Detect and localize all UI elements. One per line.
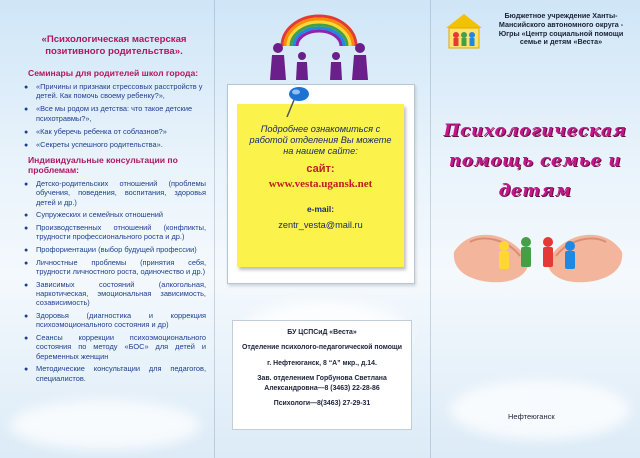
bullet-icon: ●	[24, 366, 29, 374]
email-link[interactable]: zentr_vesta@mail.ru	[278, 220, 363, 230]
bullet-icon: ●	[24, 260, 29, 268]
bullet-icon: ●	[24, 181, 29, 189]
bullet-icon: ●	[24, 128, 29, 136]
bullet-icon: ●	[24, 225, 29, 233]
workshop-title: «Психологическая мастерская позитивного родительства».	[41, 34, 187, 57]
bullet-icon: ●	[24, 282, 29, 290]
hands-with-figures-image	[450, 212, 626, 292]
contact-org: БУ ЦСПСиД «Веста»	[287, 329, 357, 336]
brochure-title: Психологическая помощь семье и детям	[443, 121, 627, 201]
list-item: ● Сеансы коррекции психоэмоционального состояния по методу «БОС» для детей и беременных женщин	[24, 333, 206, 361]
middle-panel	[214, 0, 430, 458]
seminars-heading: Семинары для родителей школ города:	[28, 68, 199, 78]
contact-address: г. Нефтеюганск, 8 “А” мкр., д.14.	[267, 359, 377, 367]
list-item: ● Личностные проблемы (принятия себя, трудности личностного роста, одиночество и др.)	[24, 258, 206, 277]
list-item: ● «Причины и признаки стрессовых расстройств у детей. Как помочь своему ребенку?»,	[24, 82, 203, 101]
bullet-icon: ●	[24, 247, 29, 255]
list-item: ● Производственных отношений (конфликты, трудности профессионального роста и др.)	[24, 223, 206, 242]
pushpin-icon	[284, 84, 314, 120]
bullet-icon: ●	[24, 212, 29, 220]
rainbow-family-icon	[264, 6, 374, 88]
site-label: сайт:	[306, 163, 335, 175]
topics-list	[22, 179, 206, 383]
list-item: ● Профориентации (выбор будущей профессии)	[24, 245, 197, 255]
site-intro-text: Подробнее ознакомиться с работой отделения Вы можете на нашем сайте:	[249, 124, 392, 156]
bullet-icon: ●	[24, 106, 29, 114]
bullet-icon: ●	[24, 142, 29, 150]
bullet-icon: ●	[24, 335, 29, 343]
right-panel	[430, 0, 640, 458]
contact-box	[232, 320, 412, 430]
bullet-icon: ●	[24, 84, 29, 91]
site-link[interactable]: www.vesta.ugansk.net	[268, 178, 373, 190]
list-item: ● Здоровья (диагностика и коррекция психоэмоционального состояния и др)	[24, 311, 206, 330]
org-name: Бюджетное учреждение Ханты-Мансийского автономного округа - Югры «Центр социальной помощи семье и детям «Веста»	[498, 11, 624, 47]
list-item: ● Методические консультации для педагогов, специалистов.	[24, 364, 206, 383]
list-item: ● «Все мы родом из детства: что такое детские психотравмы?»,	[24, 104, 193, 123]
contact-dept: Отделение психолого-педагогической помощи	[242, 344, 402, 352]
left-panel	[0, 0, 214, 458]
consult-heading: Индивидуальные консультации по проблемам:	[28, 155, 178, 176]
list-item: ● Зависимых состояний (алкогольная, наркотическая, эмоциональная зависимость, созависимость)	[24, 280, 206, 308]
list-item: ● «Секреты успешного родительства».	[24, 140, 163, 150]
city-name: Нефтеюганск	[508, 412, 555, 421]
bullet-icon: ●	[24, 313, 29, 321]
seminars-list	[22, 82, 206, 149]
list-item: ● «Как уберечь ребенка от соблазнов?»	[24, 126, 167, 136]
contact-psychologists: Психологи—8(3463) 27-29-31	[273, 400, 371, 408]
list-item: ● Детско-родительских отношений (проблемы обучения, поведения, воспитания, здоровья детей и др.)	[24, 179, 206, 207]
sticky-note	[237, 104, 404, 267]
logo-icon	[444, 12, 484, 50]
email-label: e-mail:	[307, 204, 334, 214]
contact-head: Зав. отделением Горбунова Светлана Александровна—8 (3463) 22-28-86	[257, 375, 387, 392]
list-item: ● Супружеских и семейных отношений	[24, 210, 164, 220]
